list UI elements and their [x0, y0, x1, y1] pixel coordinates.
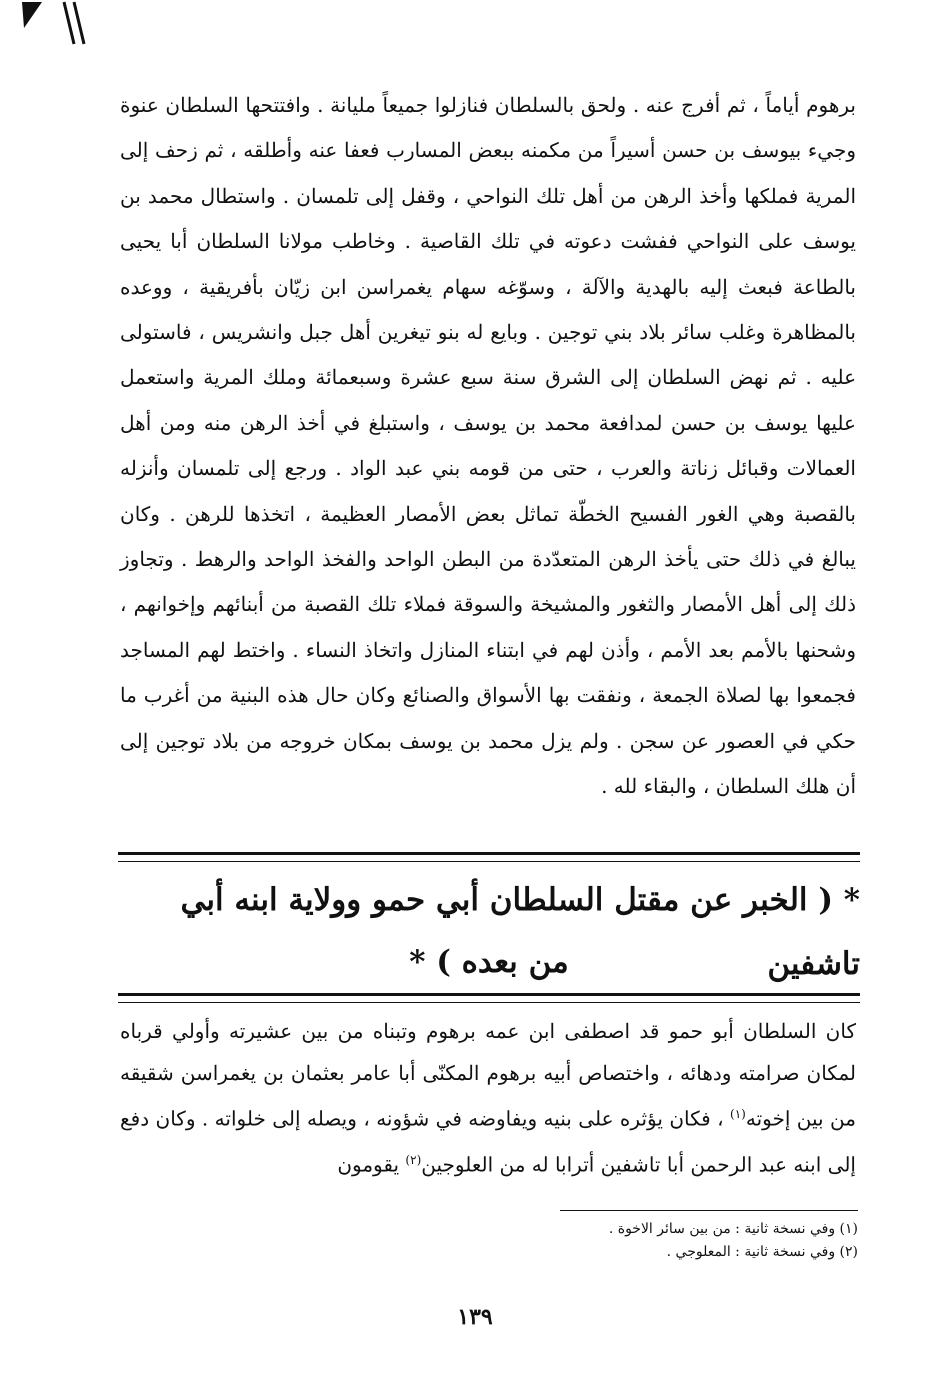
- heading-top-rule: [118, 852, 860, 862]
- footnote-2: (٢) وفي نسخة ثانية : المعلوجي .: [666, 1244, 858, 1260]
- main-paragraph: [120, 83, 856, 810]
- footnote-ref-1: (١): [730, 1107, 746, 1121]
- paragraph-2-text: [120, 1011, 856, 1186]
- paragraph-1-text: برهوم أياماً ، ثم أفرج عنه . ولحق بالسلطان فنازلوا جميعاً مليانة . وافتتحها السلطان عنوة وجيء بيوسف بن حسن أسيراً من مكمنه ببعض المسارب فعفا عنه وأطلقه ، ثم زحف إلى المرية فملكها وأخذ الرهن من أهل تلك النواحي ، وقفل إلى تلمسان . واستطال محمد بن يوسف على النواحي ففشت دعوته في تلك القاصية . وخاطب مولانا السلطان أبا يحيى بالطاعة فبعث إليه بالهدية والآلة ، وسوّغه سهام يغمراسن ابن زيّان بأفريقية ، ووعده بالمظاهرة وغلب سائر بلاد بني توجين . وبايع له بنو تيغرين أهل جبل وانشريس ، فاستولى عليه . ثم نهض السلطان إلى الشرق سنة سبع عشرة وسبعمائة وملك المرية واستعمل عليها يوسف بن حسن لمدافعة محمد بن يوسف ، واستبلغ في أخذ الرهن منه ومن أهل العمالات وقبائل زناتة والعرب ، حتى من قومه بني عبد الواد . ورجع إلى تلمسان وأنزله بالقصبة وهي الغور الفسيح الخطّة تماثل بعض الأمصار العظيمة ، اتخذها للرهن . وكان يبالغ في ذلك حتى يأخذ الرهن المتعدّدة من البطن الواحد والفخذ الواحد والرهط . وتجاوز ذلك إلى أهل الأمصار والثغور والمشيخة والسوقة فملاء تلك القصبة من أبنائهم وإخوانهم ، وشحنها بالأمم بعد الأمم ، وأذن لهم في ابتناء المنازل واتخاذ النساء . واختط لهم المساجد فجمعوا بها لصلاة الجمعة ، ونفقت بها الأسواق والصنائع وكان حال هذه البنية من أغرب ما حكي في العصور عن سجن . ولم يزل محمد بن يوسف بمكان خروجه من بلاد توجين إلى أن هلك السلطان ، والبقاء لله .: [120, 93, 857, 799]
- paragraph-2-part-1: كان السلطان أبو حمو قد اصطفى ابن عمه برهوم وتبناه من بين عشيرته وأولي قرباه لمكان صرامته ودهائه ، واختصاص أبيه برهوم المكنّى أبا عامر بعثمان بن يغمراسن شقيقه من بين إخوته: [120, 1019, 856, 1131]
- section-heading-line-1: * ( الخبر عن مقتل السلطان أبي حمو وولاية ابنه أبي تاشفين: [180, 882, 860, 982]
- footnote-1: (١) وفي نسخة ثانية : من بين سائر الاخوة .: [608, 1221, 858, 1237]
- corner-mark-icon: [18, 0, 88, 48]
- section-paragraph: [120, 1011, 856, 1186]
- paragraph-2-part-2: ، فكان يؤثره على بنيه ويفاوضه في شؤونه ، ويصله إلى خلواته . وكان دفع إلى ابنه عبد الرحمن أبا تاشفين أترابا له من العلوجين: [120, 1106, 856, 1177]
- page-number: ١٣٩: [457, 1304, 493, 1330]
- footnote-separator: [560, 1210, 858, 1211]
- paragraph-2-part-3: يقومون: [337, 1152, 406, 1177]
- footnotes: [450, 1218, 858, 1264]
- section-heading-line-2: من بعده ) *: [409, 944, 569, 980]
- footnote-ref-2: (٢): [405, 1153, 422, 1168]
- heading-bottom-rule: [118, 993, 860, 1003]
